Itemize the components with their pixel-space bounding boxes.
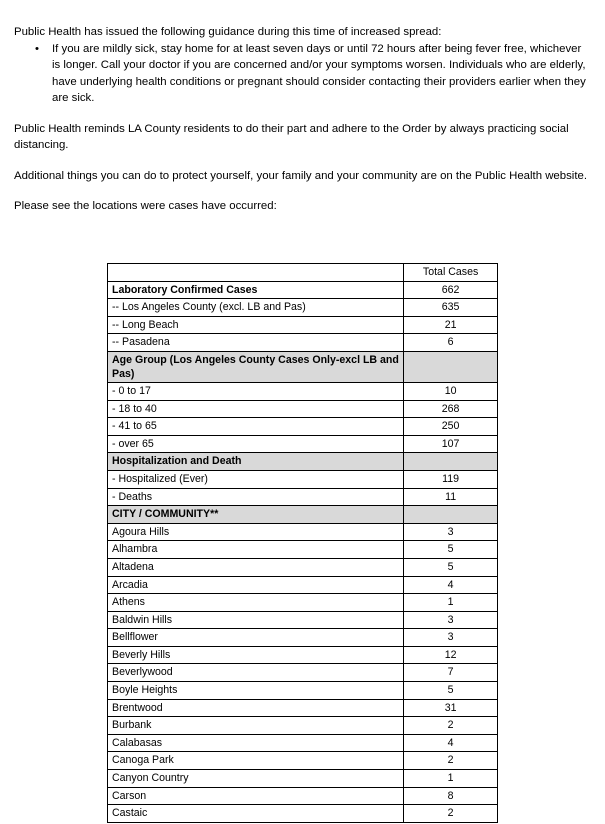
row-label: Agoura Hills — [108, 523, 404, 541]
row-label: - over 65 — [108, 435, 404, 453]
row-value: 6 — [404, 334, 498, 352]
row-label: Castaic — [108, 805, 404, 823]
row-value: 21 — [404, 316, 498, 334]
table-row — [108, 541, 498, 559]
row-value: 4 — [404, 734, 498, 752]
row-value — [404, 453, 498, 471]
row-label: Beverly Hills — [108, 646, 404, 664]
locations-intro: Please see the locations were cases have occurred: — [14, 200, 277, 212]
table-row — [108, 664, 498, 682]
row-label: Hospitalization and Death — [108, 453, 404, 471]
guidance-list — [14, 41, 592, 107]
row-value — [404, 506, 498, 524]
table-row — [108, 805, 498, 823]
table-row — [108, 281, 498, 299]
row-value: 3 — [404, 523, 498, 541]
reminder-text: Public Health reminds LA County residents to do their part and adhere to the Order by always practicing social distancing. — [14, 122, 569, 151]
row-label: Athens — [108, 594, 404, 612]
intro-text: Public Health has issued the following guidance during this time of increased spread: — [14, 26, 442, 38]
row-value: 12 — [404, 646, 498, 664]
row-value: 635 — [404, 299, 498, 317]
row-value: 11 — [404, 488, 498, 506]
row-label: - 18 to 40 — [108, 400, 404, 418]
document-body — [14, 24, 592, 229]
table-row — [108, 629, 498, 647]
row-value: 107 — [404, 435, 498, 453]
row-value: 4 — [404, 576, 498, 594]
table-row — [108, 611, 498, 629]
row-label: Altadena — [108, 558, 404, 576]
table-row — [108, 382, 498, 400]
table-row — [108, 418, 498, 436]
row-value — [404, 351, 498, 382]
table-row — [108, 752, 498, 770]
row-label: Canyon Country — [108, 770, 404, 788]
table-row — [108, 594, 498, 612]
table-row — [108, 334, 498, 352]
table-row — [108, 470, 498, 488]
row-value: 2 — [404, 752, 498, 770]
table-row — [108, 488, 498, 506]
row-label: Carson — [108, 787, 404, 805]
row-value: 2 — [404, 717, 498, 735]
table-row — [108, 558, 498, 576]
row-label: Burbank — [108, 717, 404, 735]
row-label: - Hospitalized (Ever) — [108, 470, 404, 488]
table-row — [108, 682, 498, 700]
table-row — [108, 435, 498, 453]
table-row — [108, 523, 498, 541]
row-label: Canoga Park — [108, 752, 404, 770]
additional-text: Additional things you can do to protect yourself, your family and your community are on the Public Health website. — [14, 169, 587, 182]
table-row — [108, 787, 498, 805]
row-label: Brentwood — [108, 699, 404, 717]
row-label: Arcadia — [108, 576, 404, 594]
row-label: Boyle Heights — [108, 682, 404, 700]
table-row — [108, 646, 498, 664]
row-value: 5 — [404, 682, 498, 700]
table-row — [108, 734, 498, 752]
guidance-text: If you are mildly sick, stay home for at least seven days or until 72 hours after being fever free, whichever is longer. Call your doctor if you are concerned and/or your symptoms worsen. Individuals who are elderly, have underlying health conditions or pregnant should consider contacting their providers earlier when they are sick. — [52, 42, 586, 104]
row-label: - 41 to 65 — [108, 418, 404, 436]
table-header-row — [108, 264, 498, 282]
row-label: Alhambra — [108, 541, 404, 559]
row-value: 8 — [404, 787, 498, 805]
table-header-total: Total Cases — [404, 264, 498, 282]
row-label: - 0 to 17 — [108, 382, 404, 400]
row-label: Beverlywood — [108, 664, 404, 682]
row-value: 1 — [404, 594, 498, 612]
row-value: 3 — [404, 611, 498, 629]
table-row — [108, 576, 498, 594]
row-value: 31 — [404, 699, 498, 717]
row-value: 250 — [404, 418, 498, 436]
row-label: CITY / COMMUNITY** — [108, 506, 404, 524]
table-row — [108, 506, 498, 524]
table-row — [108, 351, 498, 382]
row-label: Age Group (Los Angeles County Cases Only-excl LB and Pas) — [108, 351, 404, 382]
cases-table — [107, 263, 498, 823]
row-value: 3 — [404, 629, 498, 647]
row-value: 268 — [404, 400, 498, 418]
row-value: 7 — [404, 664, 498, 682]
table-row — [108, 299, 498, 317]
row-value: 662 — [404, 281, 498, 299]
bullet-icon: • — [35, 42, 39, 55]
row-label: Baldwin Hills — [108, 611, 404, 629]
table-row — [108, 400, 498, 418]
table-row — [108, 717, 498, 735]
row-value: 2 — [404, 805, 498, 823]
row-label: Laboratory Confirmed Cases — [108, 281, 404, 299]
row-label: - Deaths — [108, 488, 404, 506]
row-value: 5 — [404, 541, 498, 559]
guidance-item — [14, 41, 592, 107]
table-row — [108, 453, 498, 471]
table-row — [108, 770, 498, 788]
table-header-empty — [108, 264, 404, 282]
row-value: 119 — [404, 470, 498, 488]
row-label: -- Long Beach — [108, 316, 404, 334]
table-row — [108, 316, 498, 334]
row-value: 1 — [404, 770, 498, 788]
cases-table-body — [108, 281, 498, 822]
table-row — [108, 699, 498, 717]
row-label: Bellflower — [108, 629, 404, 647]
row-value: 10 — [404, 382, 498, 400]
row-value: 5 — [404, 558, 498, 576]
row-label: -- Pasadena — [108, 334, 404, 352]
row-label: -- Los Angeles County (excl. LB and Pas) — [108, 299, 404, 317]
row-label: Calabasas — [108, 734, 404, 752]
